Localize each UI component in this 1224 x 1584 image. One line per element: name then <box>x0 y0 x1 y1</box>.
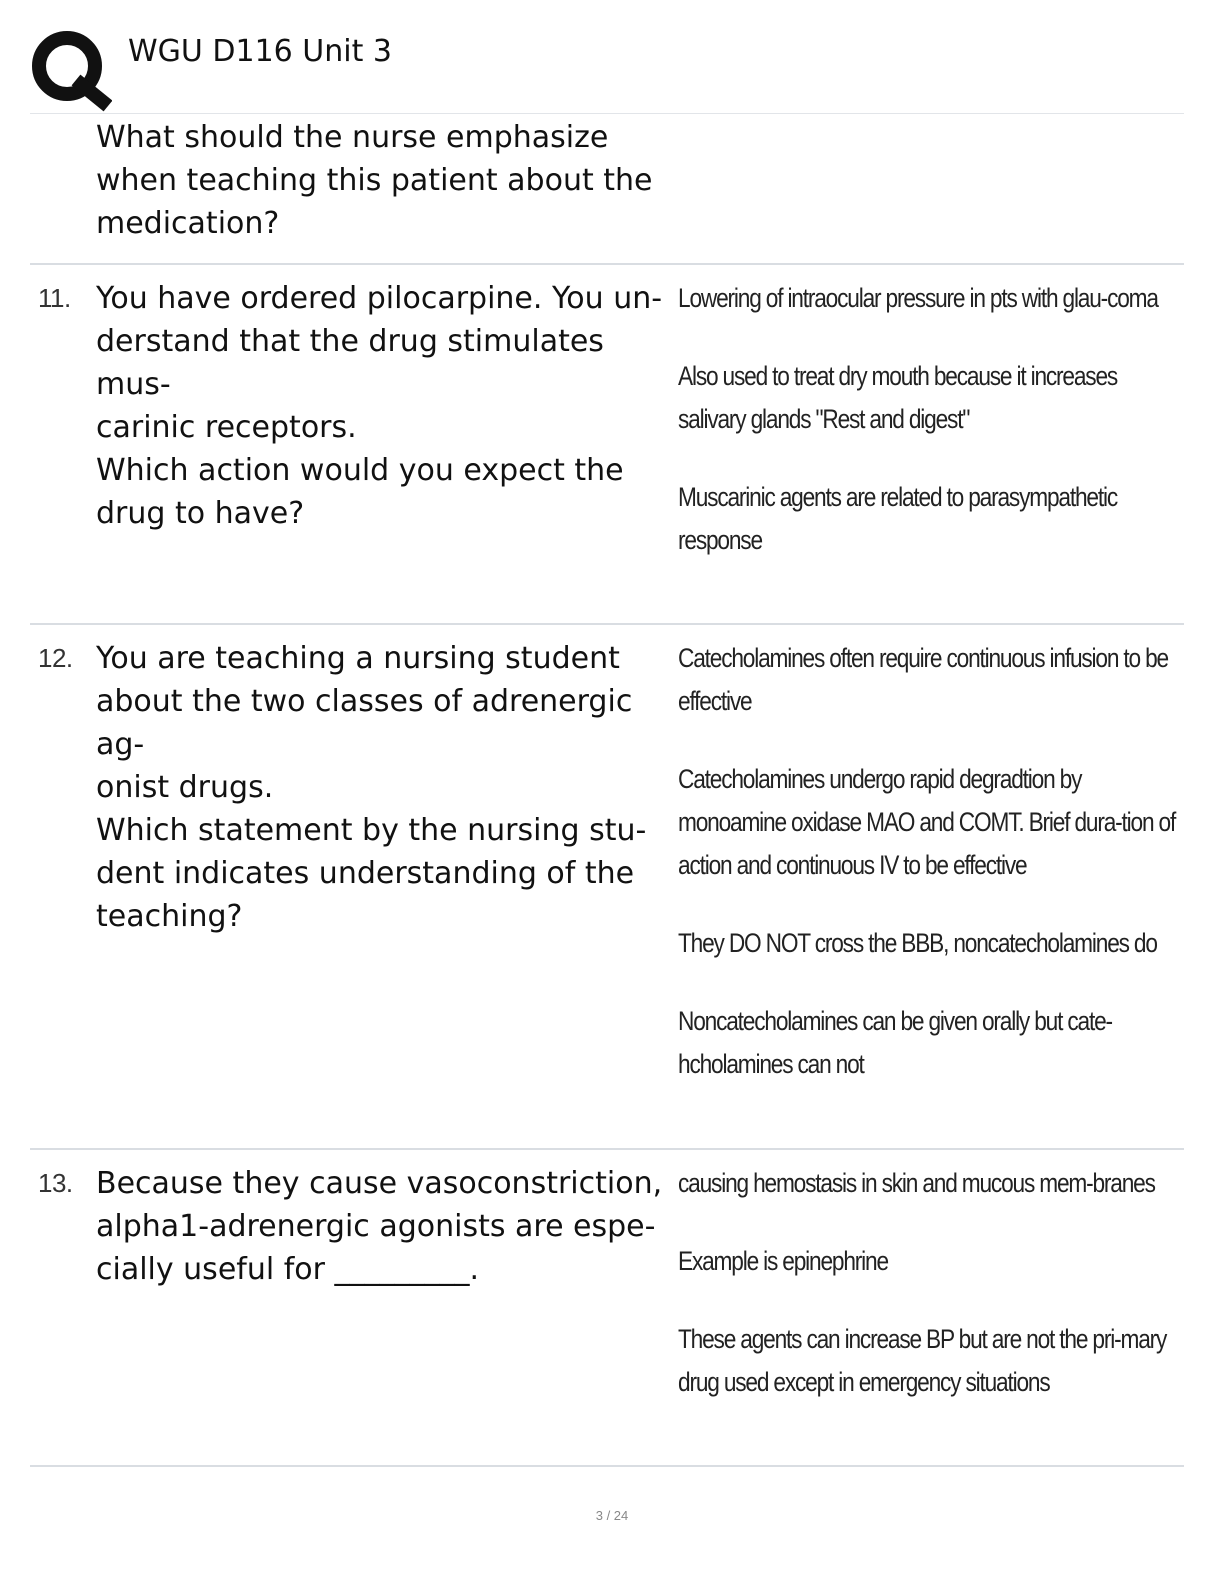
answer-item: Example is epinephrine <box>678 1246 888 1276</box>
answer-item: causing hemostasis in skin and mucous mem-branes <box>678 1168 1155 1198</box>
answer-list <box>678 637 1188 1121</box>
question-text: You have ordered pilocarpine. You un- derstand that the drug stimulates mus- carinic receptors. Which action would you expect the drug to have? <box>96 281 663 531</box>
answer-item: Lowering of intraocular pressure in pts with glau-coma <box>678 283 1158 313</box>
document-title: WGU D116 Unit 3 <box>128 34 392 69</box>
card-divider <box>30 1148 1184 1150</box>
card-divider <box>30 1465 1184 1467</box>
answer-list <box>678 277 1188 597</box>
card-divider <box>30 263 1184 265</box>
answer-item: Also used to treat dry mouth because it increases salivary glands "Rest and digest" <box>678 361 1118 434</box>
header-divider <box>30 113 1184 114</box>
quizlet-q-icon <box>28 28 112 112</box>
card-divider <box>30 623 1184 625</box>
answer-item: Catecholamines often require continuous infusion to be effective <box>678 643 1168 716</box>
answer-item: Muscarinic agents are related to parasympathetic response <box>678 482 1117 555</box>
answer-list <box>678 1162 1188 1439</box>
answer-item: Catecholamines undergo rapid degradtion by monoamine oxidase MAO and COMT. Brief dura-tion of action and continuous IV to be effective <box>678 764 1176 880</box>
answer-item: They DO NOT cross the BBB, noncatecholamines do <box>678 928 1157 958</box>
question-text: You are teaching a nursing student about the two classes of adrenergic ag- onist drugs. Which statement by the nursing stu- dent indicates understanding of the teaching? <box>96 641 647 934</box>
continued-question: What should the nurse emphasize when teaching this patient about the medication? <box>96 120 653 241</box>
question-number: 11. <box>38 283 71 313</box>
answer-item: These agents can increase BP but are not the pri-mary drug used except in emergency situations <box>678 1324 1167 1397</box>
question-text: Because they cause vasoconstriction, alpha1-adrenergic agonists are espe- cially useful for _________. <box>96 1166 663 1287</box>
page-number: 3 / 24 <box>595 1508 629 1523</box>
question-number: 13. <box>38 1168 73 1198</box>
question-number: 12. <box>38 643 73 673</box>
answer-item: Noncatecholamines can be given orally but cate-hcholamines can not <box>678 1006 1112 1079</box>
